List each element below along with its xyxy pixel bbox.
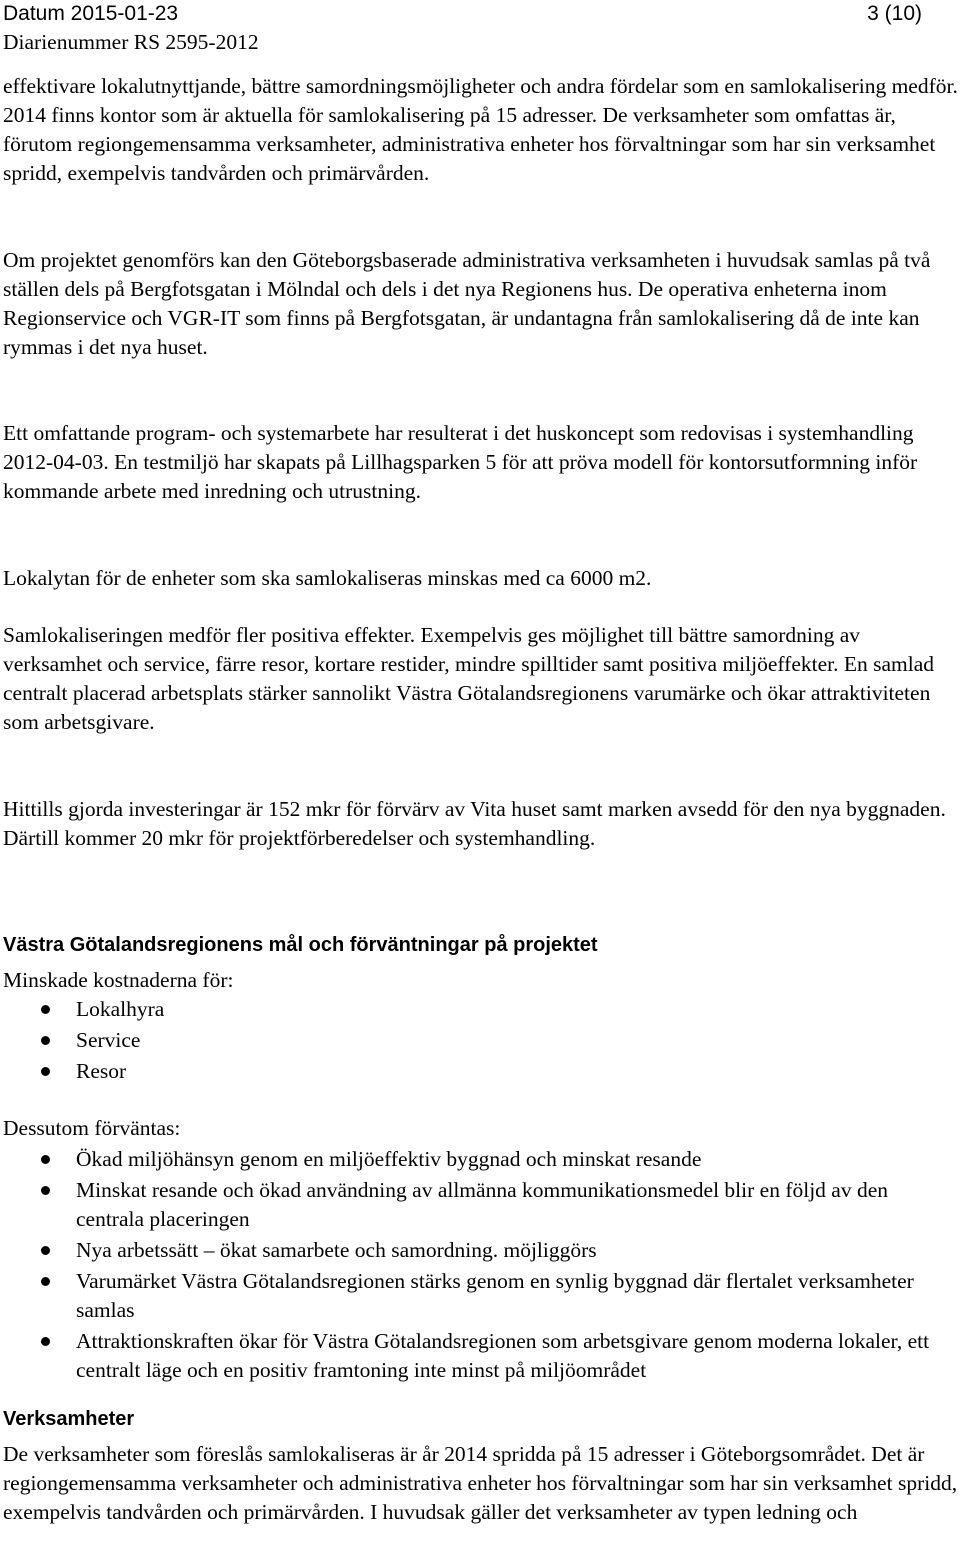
bullet-icon [41, 1036, 50, 1045]
list-item: Ökad miljöhänsyn genom en miljöeffektiv byggnad och minskat resande [3, 1145, 960, 1174]
bullet-icon [41, 1005, 50, 1014]
bullet-icon [41, 1337, 50, 1346]
list-item: Nya arbetssätt – ökat samarbete och samordning. möjliggörs [3, 1236, 960, 1265]
paragraph-program-work: Ett omfattande program- och systemarbete har resulterat i det huskoncept som redovisas i systemhandling 2012-04-03. En testmiljö har skapats på Lillhagsparken 5 för att pröva modell för kontorsutformning inför kommande arbete med inredning och utrustning. [3, 421, 918, 503]
paragraph-project: Om projektet genomförs kan den Göteborgsbaserade administrativa verksamheten i huvudsak samlas på två ställen dels på Bergfotsgatan i Mölndal och dels i det nya Regionens hus. De operativa enheterna inom Regionservice och VGR-IT som finns på Bergfotsgatan, är undantagna från samlokalisering då de inte kan rymmas i det nya huset. [3, 248, 931, 359]
goals-intro: Minskade kostnaderna för: [3, 968, 234, 992]
expectation-list [3, 1145, 960, 1385]
list-item: Attraktionskraften ökar för Västra Götalandsregionen som arbetsgivare genom moderna lokaler, ett centralt läge och en positiv framtoning inte minst på miljöområdet [3, 1327, 960, 1385]
list-item: Service [3, 1026, 903, 1055]
paragraph-intro: effektivare lokalutnyttjande, bättre samordningsmöjligheter och andra fördelar som en samlokalisering medför. 2014 finns kontor som är aktuella för samlokalisering på 15 adresser. De verksamheter som omfattas är, förutom regiongemensamma verksamheter, administrativa enheter hos förvaltningar som har sin verksamhet spridd, exempelvis tandvården och primärvården. [3, 74, 958, 185]
list-item: Resor [3, 1057, 903, 1086]
paragraph-investments: Hittills gjorda investeringar är 152 mkr för förvärv av Vita huset samt marken avsedd för den nya byggnaden. Därtill kommer 20 mkr för projektförberedelser och systemhandling. [3, 797, 946, 850]
paragraph-area: Lokalytan för de enheter som ska samlokaliseras minskas med ca 6000 m2. [3, 566, 652, 590]
header-date: Datum 2015-01-23 [3, 2, 179, 25]
heading-operations: Verksamheter [3, 1408, 135, 1430]
paragraph-effects: Samlokaliseringen medför fler positiva effekter. Exempelvis ges möjlighet till bättre samordning av verksamhet och service, färre resor, kortare restider, mindre spilltider samt positiva miljöeffekter. En samlad centralt placerad arbetsplats stärker sannolikt Västra Götalandsregionens varumärke och ökar attraktiviteten som arbetsgivare. [3, 623, 935, 734]
expect-intro: Dessutom förväntas: [3, 1116, 181, 1140]
list-item: Minskat resande och ökad användning av allmänna kommunikationsmedel blir en följd av den centrala placeringen [3, 1176, 960, 1234]
list-item: Lokalhyra [3, 995, 903, 1024]
bullet-icon [41, 1155, 50, 1164]
cost-list [3, 995, 903, 1086]
header-page-number: 3 (10) [867, 2, 922, 25]
header-diary-number: Diarienummer RS 2595-2012 [3, 30, 259, 54]
bullet-icon [41, 1246, 50, 1255]
bullet-icon [41, 1186, 50, 1195]
paragraph-operations: De verksamheter som föreslås samlokaliseras är år 2014 spridda på 15 adresser i Göteborgsområdet. Det är regiongemensamma verksamheter och administrativa enheter hos förvaltningar som har sin verksamhet spridd, exempelvis tandvården och primärvården. I huvudsak gäller det verksamheter av typen ledning och [3, 1442, 958, 1524]
bullet-icon [41, 1067, 50, 1076]
list-item: Varumärket Västra Götalandsregionen stärks genom en synlig byggnad där flertalet verksamheter samlas [3, 1267, 960, 1325]
bullet-icon [41, 1277, 50, 1286]
heading-goals: Västra Götalandsregionens mål och förväntningar på projektet [3, 934, 598, 956]
